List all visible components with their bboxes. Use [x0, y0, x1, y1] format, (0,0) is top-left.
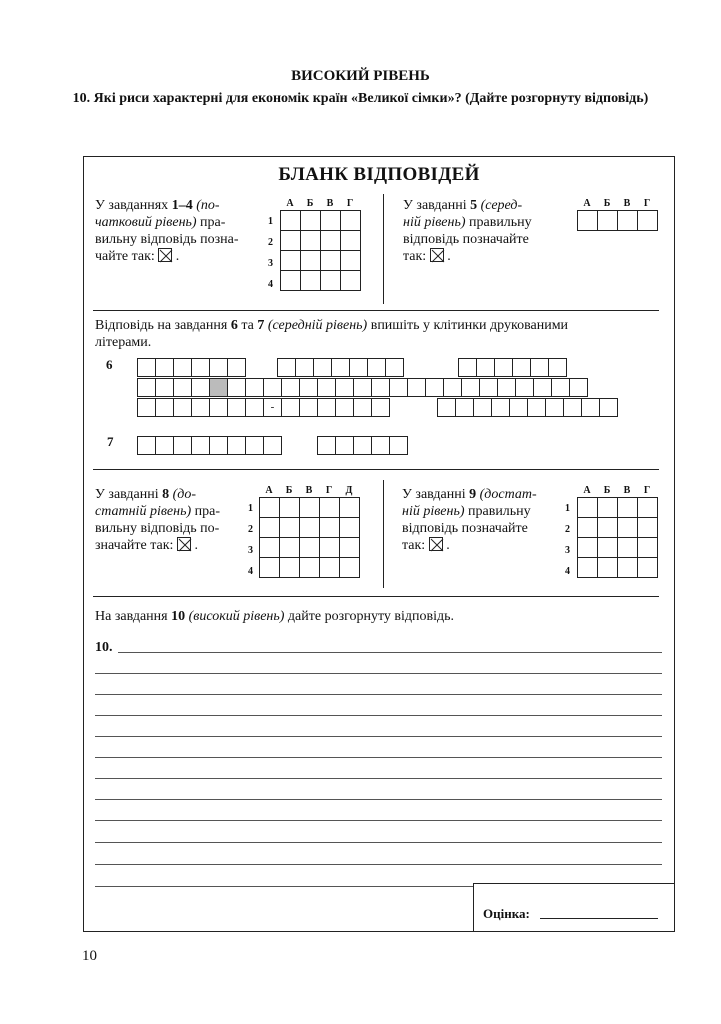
answer-line[interactable]: [95, 799, 662, 800]
answer-line[interactable]: [95, 694, 662, 695]
row-label: 3: [248, 545, 253, 556]
row-label: 1: [268, 216, 273, 227]
letter-cells-7b[interactable]: [317, 436, 408, 455]
answer-grid-8[interactable]: [259, 497, 360, 578]
row-label: 2: [268, 237, 273, 248]
grid-1-4-header: А Б В Г: [286, 198, 354, 209]
row-label: 3: [565, 545, 570, 556]
answer-line[interactable]: [95, 820, 662, 821]
answer-line[interactable]: [118, 652, 662, 653]
row-label: 3: [268, 258, 273, 269]
answer-line[interactable]: [95, 886, 473, 887]
divider: [93, 469, 659, 470]
row-label: 4: [248, 566, 253, 577]
row-label: 1: [565, 503, 570, 514]
letter-cells-7a[interactable]: [137, 436, 282, 455]
instructions-6-7: Відповідь на завдання 6 та 7 (середній рівень) впишіть у клітинки друкованими літерами.: [95, 318, 569, 350]
crossed-box-icon: [430, 248, 444, 262]
divider: [93, 596, 659, 597]
answer-line[interactable]: [95, 736, 662, 737]
dash-cell: -: [263, 398, 282, 417]
instructions-5: У завданні 5 (серед- ній рівень) правильну відповідь позначайте так: .: [403, 198, 532, 264]
answer-line[interactable]: [95, 864, 662, 865]
answer-line[interactable]: [95, 673, 662, 674]
answer-line[interactable]: [95, 757, 662, 758]
grade-field[interactable]: [540, 918, 658, 919]
shaded-cell: [209, 378, 228, 397]
divider: [93, 310, 659, 311]
level-heading: ВИСОКИЙ РІВЕНЬ: [291, 68, 430, 84]
task-10-label: 10.: [95, 640, 113, 655]
row-label: 1: [248, 503, 253, 514]
page-number: 10: [82, 948, 97, 964]
column-divider: [383, 480, 384, 588]
grade-label: Оцінка:: [483, 906, 530, 921]
row-label: 2: [565, 524, 570, 535]
letter-cells-6-row1[interactable]: [137, 358, 246, 377]
crossed-box-icon: [429, 537, 443, 551]
answer-grid-5[interactable]: [577, 210, 658, 231]
answer-line[interactable]: [95, 715, 662, 716]
question-text: 10. Які риси характерні для економік країн «Великої сімки»? (Дайте розгорнуту відповідь): [72, 91, 649, 106]
task-6-label: 6: [106, 357, 113, 372]
form-title: БЛАНК ВІДПОВІДЕЙ: [278, 164, 480, 185]
column-divider: [383, 194, 384, 304]
instructions-10: На завдання 10 (високий рівень) дайте розгорнуту відповідь.: [95, 609, 455, 624]
answer-line[interactable]: [95, 778, 662, 779]
task-7-label: 7: [107, 434, 114, 449]
instructions-9: У завданні 9 (достат- ній рівень) правильну відповідь позначайте так: .: [402, 487, 537, 553]
letter-cells-6-row2[interactable]: [137, 378, 588, 397]
row-label: 4: [565, 566, 570, 577]
instructions-1-4: У завданнях 1–4 (по- чатковий рівень) пра- вильну відповідь позна- чайте так: .: [95, 198, 239, 264]
row-label: 2: [248, 524, 253, 535]
letter-cells-6-row3[interactable]: [137, 398, 390, 417]
letter-cells-6-row1c[interactable]: [458, 358, 567, 377]
instructions-8: У завданні 8 (до- статній рівень) пра- вильну відповідь по- значайте так: .: [95, 487, 220, 553]
row-label: 4: [268, 279, 273, 290]
grid-5-header: А Б В Г: [583, 198, 651, 209]
letter-cells-6-row1b[interactable]: [277, 358, 404, 377]
crossed-box-icon: [177, 537, 191, 551]
answer-grid-1-4[interactable]: [280, 210, 361, 291]
answer-grid-9[interactable]: [577, 497, 658, 578]
grid-8-header: А Б В Г Д: [265, 485, 353, 496]
answer-line[interactable]: [95, 842, 662, 843]
letter-cells-6-row3b[interactable]: [437, 398, 618, 417]
grid-9-header: А Б В Г: [583, 485, 651, 496]
crossed-box-icon: [158, 248, 172, 262]
